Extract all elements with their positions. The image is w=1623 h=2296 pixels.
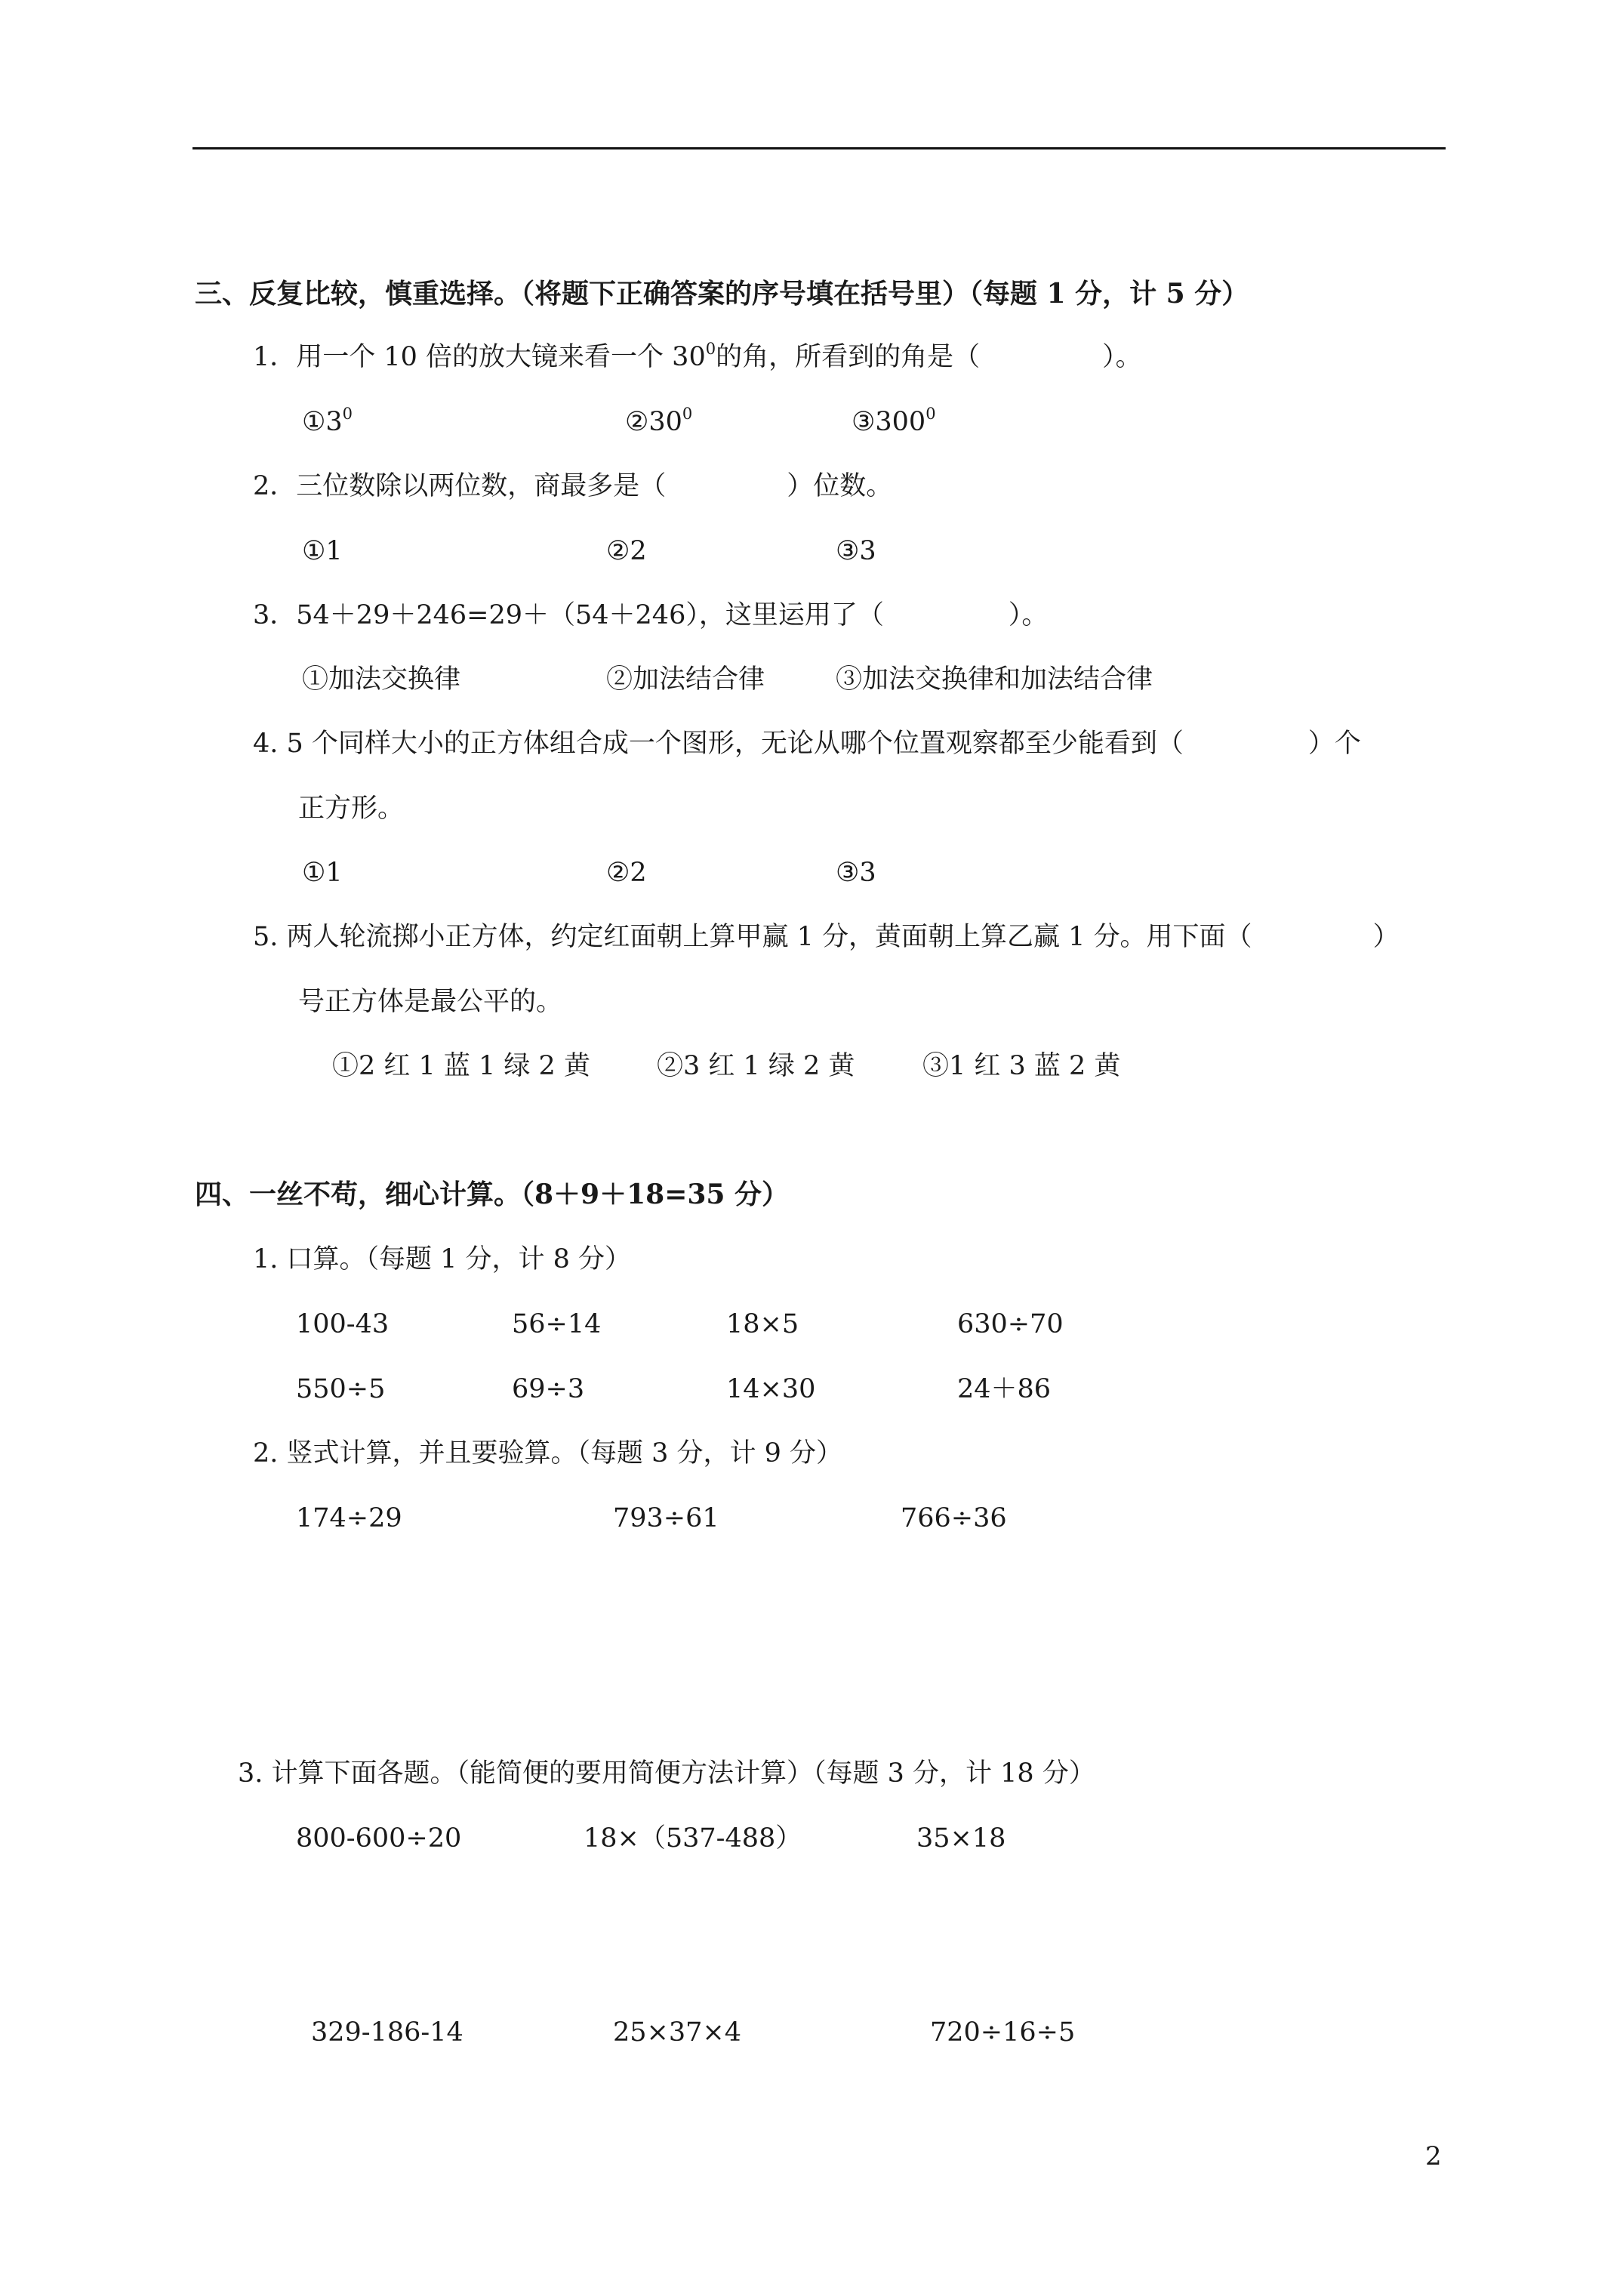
vertical-calc-item: 793÷61 (613, 1503, 719, 1533)
oral-calc-item: 100-43 (296, 1309, 390, 1339)
q5-option-1: ①2 红 1 蓝 1 绿 2 黄 (332, 1051, 590, 1081)
q2-option-2: ②2 (606, 536, 647, 566)
calc-item: 800-600÷20 (296, 1823, 462, 1854)
q1-option-3: $③300^0$ (852, 405, 936, 437)
q3-stem: 3．54＋29＋246=29＋（54＋246），这里运用了（ ）。 (253, 600, 1049, 630)
calc-item: 329-186-14 (311, 2017, 463, 2048)
vertical-calc-item: 174÷29 (296, 1503, 402, 1533)
q5-option-2: ②3 红 1 绿 2 黄 (657, 1051, 855, 1081)
oral-calc-item: 550÷5 (296, 1374, 386, 1404)
calc-item: 25×37×4 (613, 2017, 741, 2048)
q4-stem-continued: 正方形。 (298, 794, 405, 824)
oral-calc-item: 630÷70 (957, 1309, 1064, 1339)
q4-option-2: ②2 (606, 858, 647, 888)
section4-title: 四、一丝不苟，细心计算。（8＋9＋18=35 分） (195, 1179, 789, 1210)
oral-calc-item: 14×30 (726, 1374, 816, 1404)
q1-option-1: $①3^0$ (302, 405, 353, 437)
header-rule (192, 147, 1446, 149)
q4-option-3: ③3 (836, 858, 876, 888)
part1-title: 1. 口算。（每题 1 分，计 8 分） (253, 1244, 632, 1274)
page-number: 2 (1425, 2141, 1442, 2171)
section3-title: 三、反复比较，慎重选择。（将题下正确答案的序号填在括号里）（每题 1 分，计 5 分） (195, 278, 1249, 310)
q5-stem-continued: 号正方体是最公平的。 (298, 987, 563, 1017)
q4-option-1: ①1 (302, 858, 343, 888)
calc-item: 720÷16÷5 (930, 2017, 1076, 2048)
q3-option-1: ①加法交换律 (302, 664, 461, 695)
q2-stem: 2．三位数除以两位数，商最多是（ ）位数。 (253, 471, 893, 501)
calc-item: 18×（537-488） (584, 1823, 802, 1854)
q1-stem: 1．用一个 10 倍的放大镜来看一个 $30^0$的角，所看到的角是（ ）。 (253, 340, 1142, 372)
q1-option-2: $②30^0$ (625, 405, 693, 437)
vertical-calc-item: 766÷36 (901, 1503, 1007, 1533)
q3-option-2: ②加法结合律 (606, 664, 765, 695)
part3-title: 3. 计算下面各题。（能简便的要用简便方法计算）（每题 3 分，计 18 分） (238, 1758, 1095, 1789)
q2-option-1: ①1 (302, 536, 343, 566)
q5-stem: 5. 两人轮流掷小正方体，约定红面朝上算甲赢 1 分，黄面朝上算乙赢 1 分。用下面（ ） (253, 922, 1400, 952)
part2-title: 2. 竖式计算，并且要验算。（每题 3 分，计 9 分） (253, 1438, 843, 1469)
q5-option-3: ③1 红 3 蓝 2 黄 (922, 1051, 1121, 1081)
oral-calc-item: 56÷14 (512, 1309, 602, 1339)
q4-stem: 4. 5 个同样大小的正方体组合成一个图形，无论从哪个位置观察都至少能看到（ ）个 (253, 729, 1361, 759)
q3-option-3: ③加法交换律和加法结合律 (836, 664, 1153, 695)
oral-calc-item: 18×5 (726, 1309, 799, 1339)
q2-option-3: ③3 (836, 536, 876, 566)
oral-calc-item: 24＋86 (957, 1374, 1052, 1404)
oral-calc-item: 69÷3 (512, 1374, 585, 1404)
calc-item: 35×18 (916, 1823, 1006, 1854)
